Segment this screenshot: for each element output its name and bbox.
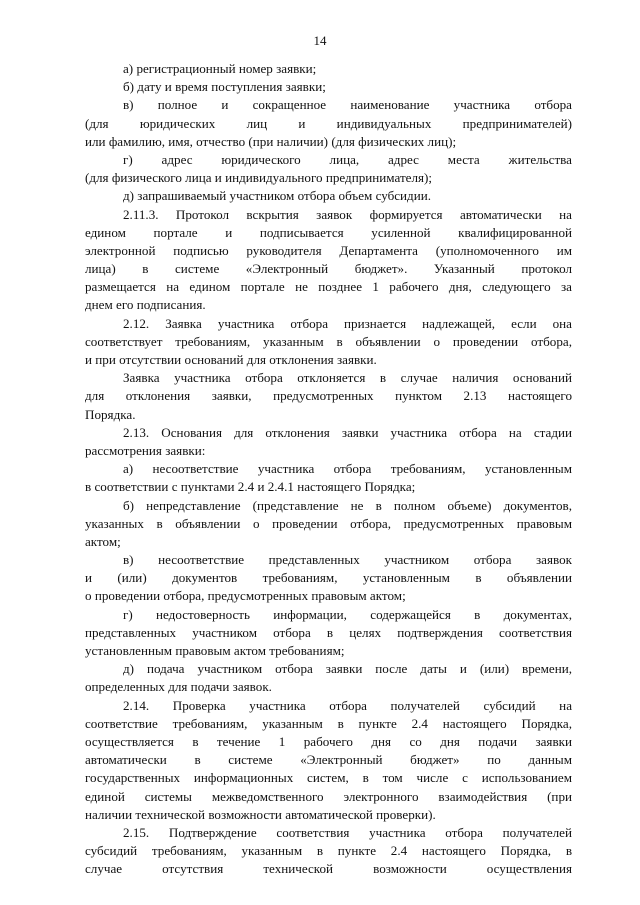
text-line: соответствие требованиям, указанным в пункте 2.4 настоящего Порядка, xyxy=(85,715,572,731)
text-line: в) несоответствие представленных участником отбора заявок xyxy=(123,552,572,568)
text-line: о проведении отбора, предусмотренных правовым актом; xyxy=(85,588,406,604)
text-line: а) несоответствие участника отбора требованиям, установленным xyxy=(123,461,572,477)
text-line: 2.13. Основания для отклонения заявки участника отбора на стадии xyxy=(123,424,572,440)
text-line: д) запрашиваемый участником отбора объем субсидии. xyxy=(123,188,432,204)
document-body xyxy=(85,60,572,878)
text-line: осуществляется в течение 1 рабочего дня со дня подачи заявки xyxy=(85,733,572,749)
text-line: днем его подписания. xyxy=(85,297,206,313)
text-line: а) регистрационный номер заявки; xyxy=(123,61,317,76)
text-line: д) подача участником отбора заявки после даты и (или) времени, xyxy=(123,661,572,677)
text-line: 2.12. Заявка участника отбора признается надлежащей, если она xyxy=(123,315,572,331)
text-line: автоматически в системе «Электронный бюджет» по данным xyxy=(85,752,572,768)
text-line: (для физического лица и индивидуального предпринимателя); xyxy=(85,170,433,186)
text-line: для отклонения заявки, предусмотренных пунктом 2.13 настоящего xyxy=(85,388,572,404)
text-line: субсидий требованиям, указанным в пункте 2.4 настоящего Порядка, в xyxy=(85,843,572,859)
text-line: определенных для подачи заявок. xyxy=(85,679,272,695)
text-line: (для юридических лиц и индивидуальных предпринимателей) xyxy=(85,115,572,131)
text-line: в соответствии с пунктами 2.4 и 2.4.1 настоящего Порядка; xyxy=(85,479,416,495)
text-line: соответствует требованиям, указанным в объявлении о проведении отбора, xyxy=(85,333,572,349)
text-line: и при отсутствии оснований для отклонения заявки. xyxy=(85,352,377,367)
page-number: 14 xyxy=(313,33,327,48)
text-line: 2.11.3. Протокол вскрытия заявок формируется автоматически на xyxy=(123,206,572,222)
text-line: и (или) документов требованиям, установленным в объявлении xyxy=(85,570,572,586)
text-line: г) недостоверность информации, содержащейся в документах, xyxy=(123,606,572,622)
text-line: б) дату и время поступления заявки; xyxy=(123,79,326,95)
text-line: единой системы межведомственного электронного взаимодействия (при xyxy=(85,788,572,804)
text-line: б) непредставление (представление не в полном объеме) документов, xyxy=(123,497,572,513)
text-line: или фамилию, имя, отчество (при наличии) (для физических лиц); xyxy=(85,133,457,149)
text-line: актом; xyxy=(85,533,121,549)
text-line: установленным правовым актом требованиям; xyxy=(85,643,345,658)
text-line: лица) в системе «Электронный бюджет». Указанный протокол xyxy=(85,261,572,277)
text-line: размещается на едином портале не позднее 1 рабочего дня, следующего за xyxy=(85,279,572,295)
text-line: указанных в объявлении о проведении отбора, предусмотренных правовым xyxy=(85,515,572,531)
text-line: 2.14. Проверка участника отбора получателей субсидий на xyxy=(123,697,572,713)
text-line: едином портале и подписывается усиленной квалифицированной xyxy=(85,224,572,240)
text-line: представленных участником отбора в целях подтверждения соответствия xyxy=(85,624,572,640)
text-line: случае отсутствия технической возможности осуществления xyxy=(85,861,572,877)
text-line: 2.15. Подтверждение соответствия участника отбора получателей xyxy=(123,824,572,840)
text-line: наличии технической возможности автоматической проверки). xyxy=(85,806,436,822)
text-line: г) адрес юридического лица, адрес места жительства xyxy=(123,151,572,167)
text-line: электронной подписью руководителя Департамента (уполномоченного им xyxy=(85,242,572,258)
text-line: Порядка. xyxy=(85,406,136,422)
text-line: в) полное и сокращенное наименование участника отбора xyxy=(123,97,572,113)
text-line: рассмотрения заявки: xyxy=(85,442,206,458)
text-line: государственных информационных систем, в том числе с использованием xyxy=(85,770,572,786)
text-line: Заявка участника отбора отклоняется в случае наличия оснований xyxy=(123,370,572,386)
